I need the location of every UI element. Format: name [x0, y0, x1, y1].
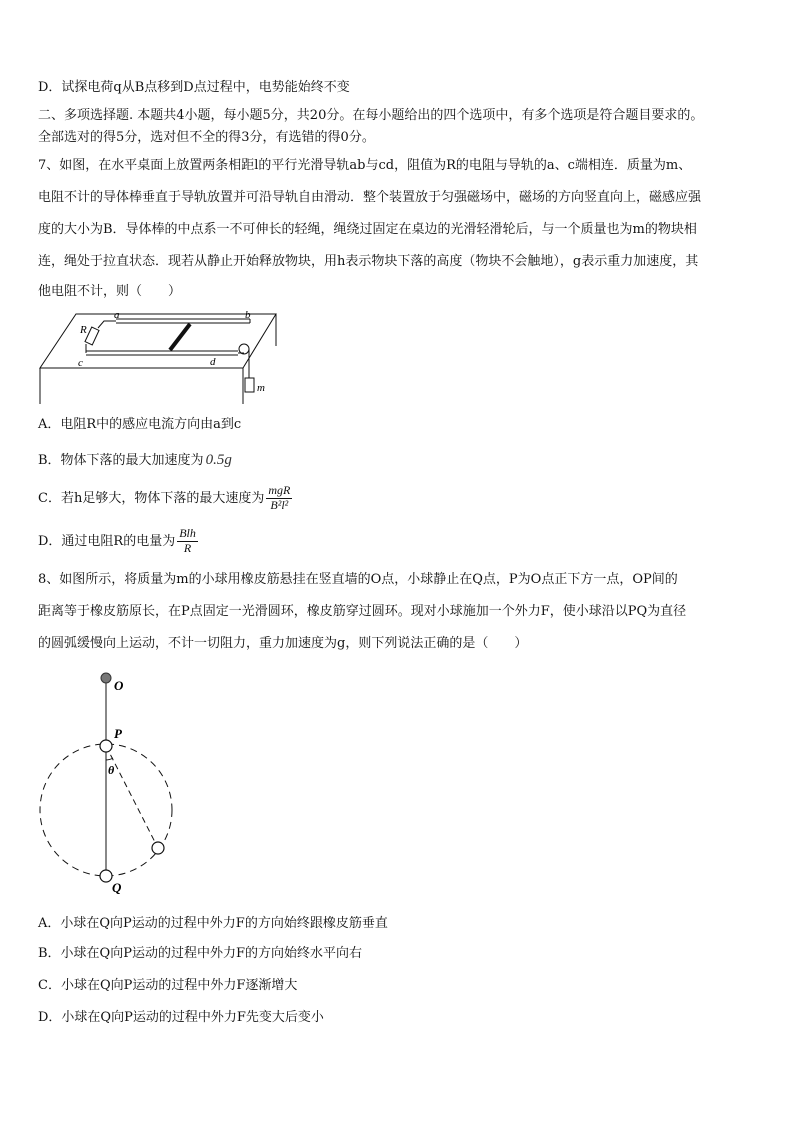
q7-option-d-text: D．通过电阻R的电量为	[38, 533, 176, 549]
q7-text-line-3: 度的大小为B．导体棒的中点系一不可伸长的轻绳，绳绕过固定在桌边的光滑轻滑轮后，与一个质量也为m的物块相	[38, 222, 697, 237]
conductor-rod	[170, 324, 190, 350]
q7-text-line-2: 电阻不计的导体棒垂直于导轨放置并可沿导轨自由滑动．整个装置放于匀强磁场中，磁场的方向竖直向上，磁感应强	[38, 190, 702, 205]
option-d-prev-question: D．试探电荷q从B点移到D点过程中，电势能始终不变	[38, 80, 350, 95]
q7-option-d-fraction: $\frac{\text{Blh}}{R}$	[179, 526, 196, 555]
q7-option-b	[38, 450, 232, 471]
label-theta: θ	[108, 763, 115, 777]
q8-option-b: B．小球在Q向P运动的过程中外力F的方向始终水平向右	[38, 946, 362, 961]
label-O: O	[114, 678, 124, 693]
label-Q: Q	[112, 880, 122, 895]
section-heading: 二、多项选择题. 本题共4小题，每小题5分，共20分。在每小题给出的四个选项中，有多个选项是符合题目要求的。	[38, 108, 704, 123]
ball-moving	[152, 842, 164, 854]
q8-text-line-3: 的圆弧缓慢向上运动，不计一切阻力，重力加速度为g，则下列说法正确的是（ ）	[38, 636, 528, 651]
q8-option-a: A．小球在Q向P运动的过程中外力F的方向始终跟橡皮筋垂直	[38, 916, 388, 931]
section-scoring-note: 全部选对的得5分，选对但不全的得3分，有选错的得0分。	[38, 130, 375, 145]
point-O	[101, 673, 111, 683]
q7-text-line-1: 7、如图，在水平桌面上放置两条相距l的平行光滑导轨ab与cd，阻值为R的电阻与导轨的a、c端相连．质量为m、	[38, 158, 692, 173]
label-b: b	[245, 309, 251, 321]
q7-option-d	[38, 527, 198, 556]
label-R: R	[80, 324, 87, 336]
q7-option-c-fraction: $\frac{\text{mgR}}{\text{B²l²}}$	[268, 483, 291, 512]
q8-option-c: C．小球在Q向P运动的过程中外力F逐渐增大	[38, 978, 298, 993]
q7-text-line-4: 连，绳处于拉直状态．现若从静止开始释放物块，用h表示物块下落的高度（物块不会触地），g表示重力加速度，其	[38, 254, 699, 269]
ring-P	[100, 740, 112, 752]
q7-option-b-text: B．物体下落的最大加速度为	[38, 453, 204, 468]
label-m: m	[257, 382, 265, 394]
q7-option-c-text: C．若h足够大，物体下落的最大速度为	[38, 490, 265, 506]
q8-text-line-2: 距离等于橡皮筋原长，在P点固定一光滑圆环，橡皮筋穿过圆环。现对小球施加一个外力F，使小球沿以PQ为直径	[38, 604, 687, 619]
label-a: a	[114, 309, 120, 321]
label-d: d	[210, 356, 216, 368]
q7-option-c	[38, 484, 292, 513]
q8-option-d: D．小球在Q向P运动的过程中外力F先变大后变小	[38, 1010, 324, 1025]
q7-text-line-5: 他电阻不计，则（ ）	[38, 284, 182, 299]
q8-figure-circle	[28, 668, 188, 896]
q7-option-a: A．电阻R中的感应电流方向由a到c	[38, 417, 242, 432]
q7-option-b-math: 0.5g	[205, 452, 232, 468]
label-c: c	[78, 357, 83, 369]
q8-text-line-1: 8、如图所示，将质量为m的小球用橡皮筋悬挂在竖直墙的O点，小球静止在Q点，P为O点正下方一点，OP间的	[38, 572, 678, 587]
q7-figure-rails	[38, 306, 283, 406]
ball-Q	[100, 870, 112, 882]
label-P: P	[114, 726, 122, 741]
